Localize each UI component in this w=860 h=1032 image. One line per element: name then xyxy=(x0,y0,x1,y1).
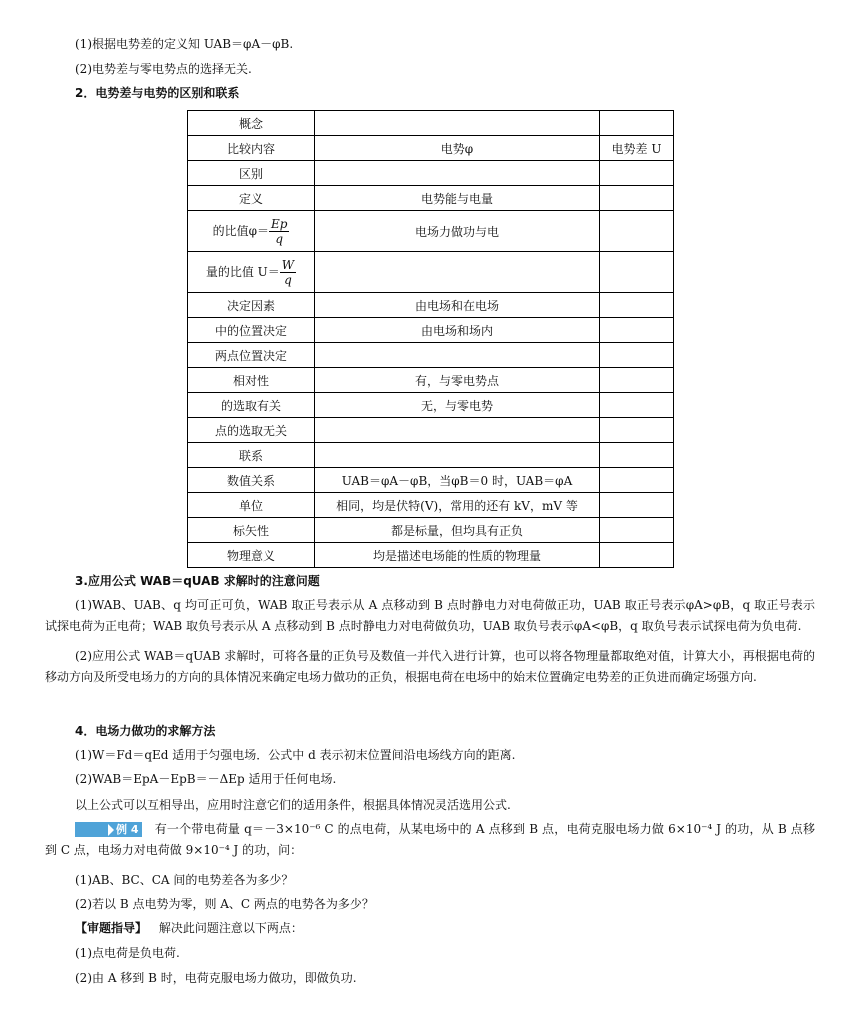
table-cell: 电势φ xyxy=(315,136,600,161)
table-cell xyxy=(600,252,674,293)
table-row xyxy=(188,368,674,393)
table-cell xyxy=(600,318,674,343)
fraction-numerator: Ep xyxy=(270,216,288,231)
section-4-title: 4．电场力做功的求解方法 xyxy=(75,724,216,738)
table-row xyxy=(188,393,674,418)
table-cell xyxy=(600,111,674,136)
table-cell: UAB＝φA－φB，当φB＝0 时，UAB＝φA xyxy=(315,468,600,493)
table-cell xyxy=(600,468,674,493)
table-cell xyxy=(188,211,315,252)
table-row xyxy=(188,293,674,318)
table-cell xyxy=(600,211,674,252)
table-cell: 定义 xyxy=(188,186,315,211)
table-cell xyxy=(315,443,600,468)
table-cell: 均是描述电场能的性质的物理量 xyxy=(315,543,600,568)
table-row xyxy=(188,111,674,136)
guide-point-1: (1)点电荷是负电荷. xyxy=(75,946,180,960)
table-cell xyxy=(600,393,674,418)
section-4-line-2: (2)WAB＝EpA－EpB＝－ΔEp 适用于任何电场. xyxy=(75,772,337,786)
table-cell: 由电场和在电场 xyxy=(315,293,600,318)
example-badge: 例 4 xyxy=(75,822,142,837)
table-cell xyxy=(600,543,674,568)
fraction-denominator: q xyxy=(284,272,292,287)
table-row xyxy=(188,252,674,293)
table-cell xyxy=(600,368,674,393)
table-cell xyxy=(600,293,674,318)
table-cell: 相对性 xyxy=(188,368,315,393)
guide-label: 【审题指导】 xyxy=(75,921,148,935)
table-cell xyxy=(600,343,674,368)
table-row xyxy=(188,518,674,543)
section-3-paragraph-1: (1)WAB、UAB、q 均可正可负，WAB 取正号表示从 A 点移动到 B 点时静电力对电荷做正功，UAB 取正号表示φA>φB，q 取正号表示试探电荷为正电荷；WAB 取负号表示从 A 点移动到 B 点时静电力对电荷做负功，UAB 取负号表示φA<φB，q 取负号表示试探电荷为负电荷. xyxy=(45,598,815,633)
table-cell xyxy=(600,493,674,518)
table-row xyxy=(188,543,674,568)
table-row xyxy=(188,343,674,368)
formula-prefix: 量的比值 U＝ xyxy=(205,264,280,279)
table-cell: 相同，均是伏特(V)，常用的还有 kV，mV 等 xyxy=(315,493,600,518)
triangle-icon xyxy=(108,824,114,836)
table-cell xyxy=(315,161,600,186)
table-cell xyxy=(600,443,674,468)
example-question-1: (1)AB、BC、CA 间的电势差各为多少？ xyxy=(75,873,294,887)
guide-heading xyxy=(75,920,303,936)
table-cell: 区别 xyxy=(188,161,315,186)
comparison-table xyxy=(187,110,674,568)
table-cell: 决定因素 xyxy=(188,293,315,318)
table-cell: 的选取有关 xyxy=(188,393,315,418)
table-row xyxy=(188,493,674,518)
table-cell: 中的位置决定 xyxy=(188,318,315,343)
table-row xyxy=(188,418,674,443)
table-cell: 有，与零电势点 xyxy=(315,368,600,393)
guide-text: 解决此问题注意以下两点： xyxy=(158,921,303,935)
fraction xyxy=(269,217,289,246)
table-row xyxy=(188,468,674,493)
table-cell: 物理意义 xyxy=(188,543,315,568)
table-cell xyxy=(188,252,315,293)
fraction-denominator: q xyxy=(275,231,284,246)
table-cell: 标矢性 xyxy=(188,518,315,543)
section-3-paragraph-2: (2)应用公式 WAB＝qUAB 求解时，可将各量的正负号及数值一并代入进行计算，也可以将各物理量都取绝对值，计算大小，再根据电荷的移动方向及所受电场力的方向的具体情况来确定电场力做功的正负，根据电荷在电场中的始末位置确定电势差的正负进而确定场强方向. xyxy=(45,649,815,684)
table-cell xyxy=(600,161,674,186)
table-cell xyxy=(315,252,600,293)
table-cell xyxy=(600,518,674,543)
table-cell: 电场力做功与电 xyxy=(315,211,600,252)
guide-point-2: (2)由 A 移到 B 时，电荷克服电场力做功，即做负功. xyxy=(75,971,357,985)
example-text: 有一个带电荷量 q＝－3×10⁻⁶ C 的点电荷，从某电场中的 A 点移到 B 点，电荷克服电场力做 6×10⁻⁴ J 的功，从 B 点移到 C 点，电场力对电荷做 9×10⁻⁴ J 的功，问： xyxy=(45,822,815,857)
table-cell: 都是标量，但均具有正负 xyxy=(315,518,600,543)
table-cell xyxy=(600,418,674,443)
table-cell xyxy=(600,186,674,211)
example-4 xyxy=(45,819,815,861)
section-3-title: 3.应用公式 WAB＝qUAB 求解时的注意问题 xyxy=(75,574,320,588)
fraction-numerator: W xyxy=(281,257,295,272)
table-row xyxy=(188,186,674,211)
formula-prefix: 的比值φ＝ xyxy=(212,223,269,238)
table-cell: 电势能与电量 xyxy=(315,186,600,211)
intro-line-2: (2)电势差与零电势点的选择无关. xyxy=(75,62,252,76)
table-row xyxy=(188,318,674,343)
table-cell: 概念 xyxy=(188,111,315,136)
table-cell: 比较内容 xyxy=(188,136,315,161)
table-cell: 无，与零电势 xyxy=(315,393,600,418)
table-row xyxy=(188,161,674,186)
section-4-line-1: (1)W＝Fd＝qEd 适用于匀强电场．公式中 d 表示初末位置间沿电场线方向的距离. xyxy=(75,748,516,762)
table-cell: 联系 xyxy=(188,443,315,468)
table-cell xyxy=(315,111,600,136)
table-row xyxy=(188,211,674,252)
table-cell: 数值关系 xyxy=(188,468,315,493)
table-cell: 两点位置决定 xyxy=(188,343,315,368)
example-question-2: (2)若以 B 点电势为零，则 A、C 两点的电势各为多少？ xyxy=(75,897,374,911)
section-4-line-3: 以上公式可以互相导出，应用时注意它们的适用条件，根据具体情况灵活选用公式. xyxy=(75,798,511,812)
table-cell: 点的选取无关 xyxy=(188,418,315,443)
section-2-title: 2．电势差与电势的区别和联系 xyxy=(75,86,240,100)
table-cell xyxy=(315,343,600,368)
table-cell xyxy=(315,418,600,443)
table-cell: 由电场和场内 xyxy=(315,318,600,343)
table-cell: 单位 xyxy=(188,493,315,518)
intro-line-1: (1)根据电势差的定义知 UAB＝φA－φB. xyxy=(75,37,294,51)
table-row xyxy=(188,443,674,468)
table-cell: 电势差 U xyxy=(600,136,674,161)
fraction xyxy=(280,258,296,287)
table-row xyxy=(188,136,674,161)
